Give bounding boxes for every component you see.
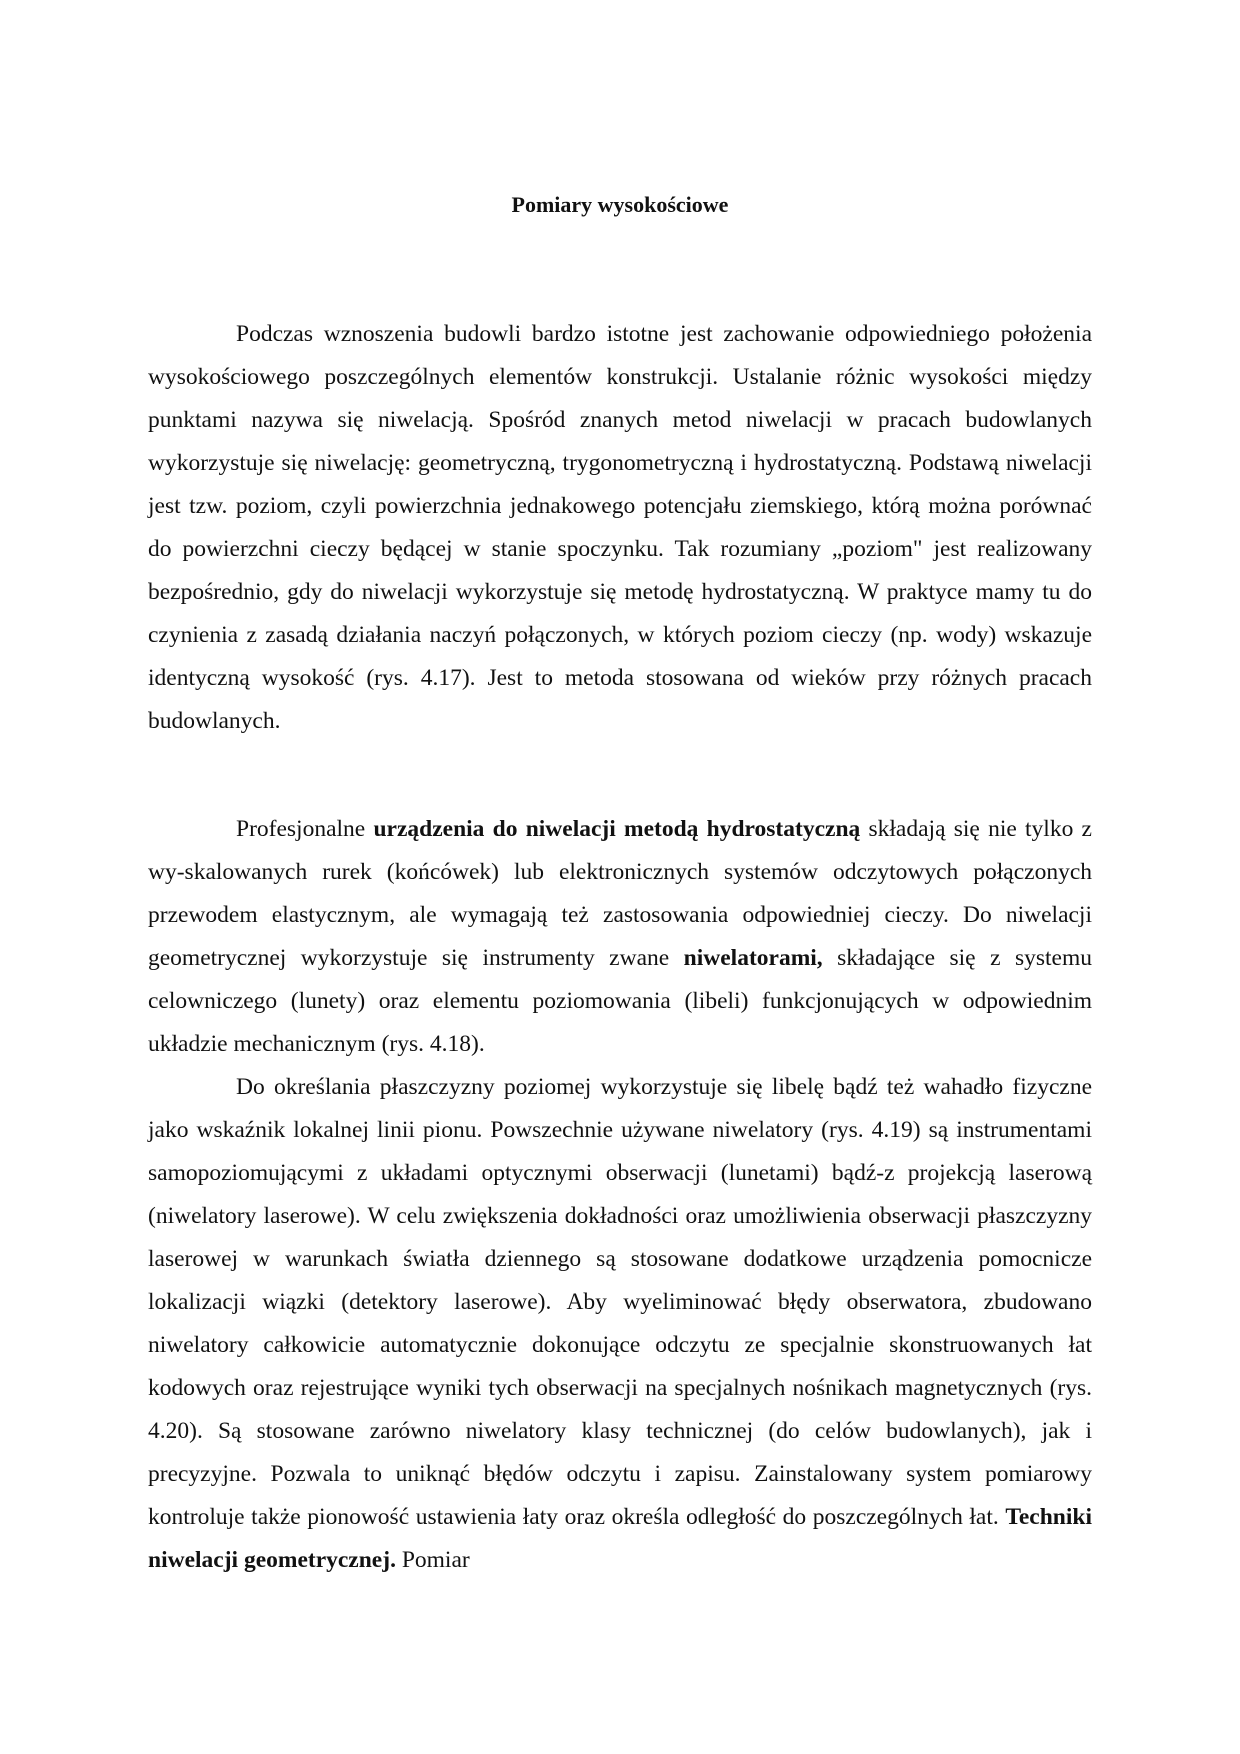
paragraph-3-text-2: Pomiar <box>395 1547 470 1573</box>
paragraph-3 <box>148 1066 1092 1582</box>
paragraph-2-text-3: składające się z systemu celowniczego (lunety) oraz elementu poziomowania (libeli) funkcjonujących w odpowiednim układzie mechanicznym (rys. 4.18). <box>148 945 1092 1057</box>
paragraph-2-bold-term-1: urządzenia do niwelacji metodą hydrostatyczną <box>373 816 861 842</box>
document-title: Pomiary wysokościowe <box>511 192 729 217</box>
paragraph-3-block <box>148 1066 1092 1582</box>
paragraph-2-bold-term-2: niwelatorami, <box>683 945 823 971</box>
paragraph-3-text-1: Do określania płaszczyzny poziomej wykorzystuje się libelę bądź też wahadło fizyczne jako wskaźnik lokalnej linii pionu. Powszechnie używane niwelatory (rys. 4.19) są instrumentami samopoziomującymi z układami optycznymi obserwacji (lunetami) bądź-z projekcją laserową (niwelatory laserowe). W celu zwiększenia dokładności oraz umożliwienia obserwacji płaszczyzny laserowej w warunkach światła dziennego są stosowane dodatkowe urządzenia pomocnicze lokalizacji wiązki (detektory laserowe). Aby wyeliminować błędy obserwatora, zbudowano niwelatory całkowicie automatycznie dokonujące odczytu ze specjalnie skonstruowanych łat kodowych oraz rejestrujące wyniki tych obserwacji na specjalnych nośnikach magnetycznych (rys. 4.20). Są stosowane zarówno niwelatory klasy technicznej (do celów budowlanych), jak i precyzyjne. Pozwala to uniknąć błędów odczytu i zapisu. Zainstalowany system pomiarowy kontroluje także pionowość ustawienia łaty oraz określa odległość do poszczególnych łat. <box>148 1074 1092 1530</box>
paragraph-1: Podczas wznoszenia budowli bardzo istotne jest zachowanie odpowiedniego położenia wysokościowego poszczególnych elementów konstrukcji. Ustalanie różnic wysokości między punktami nazywa się niwelacją. Spośród znanych metod niwelacji w pracach budowlanych wykorzystuje się niwelację: geometryczną, trygonometryczną i hydrostatyczną. Podstawą niwelacji jest tzw. poziom, czyli powierzchnia jednakowego potencjału ziemskiego, którą można porównać do powierzchni cieczy będącej w stanie spoczynku. Tak rozumiany „poziom" jest realizowany bezpośrednio, gdy do niwelacji wykorzystuje się metodę hydrostatyczną. W praktyce mamy tu do czynienia z zasadą działania naczyń połączonych, w których poziom cieczy (np. wody) wskazuje identyczną wysokość (rys. 4.17). Jest to metoda stosowana od wieków przy różnych pracach budowlanych. <box>148 321 1092 734</box>
paragraph-2-block <box>148 808 1092 1066</box>
paragraph-2 <box>148 808 1092 1066</box>
paragraph-2-text-2: składają się nie tylko z wy-skalowanych rurek (końcówek) lub elektronicznych systemów odczytowych połączonych przewodem elastycznym, ale wymagają też zastosowania odpowiedniej cieczy. Do niwelacji geometrycznej wykorzystuje się instrumenty zwane <box>148 816 1092 971</box>
paragraph-1-block <box>148 313 1092 743</box>
paragraph-2-text-1: Profesjonalne <box>236 816 374 842</box>
paragraph-3-bold-heading: Techniki niwelacji geometrycznej. <box>148 1504 1092 1573</box>
